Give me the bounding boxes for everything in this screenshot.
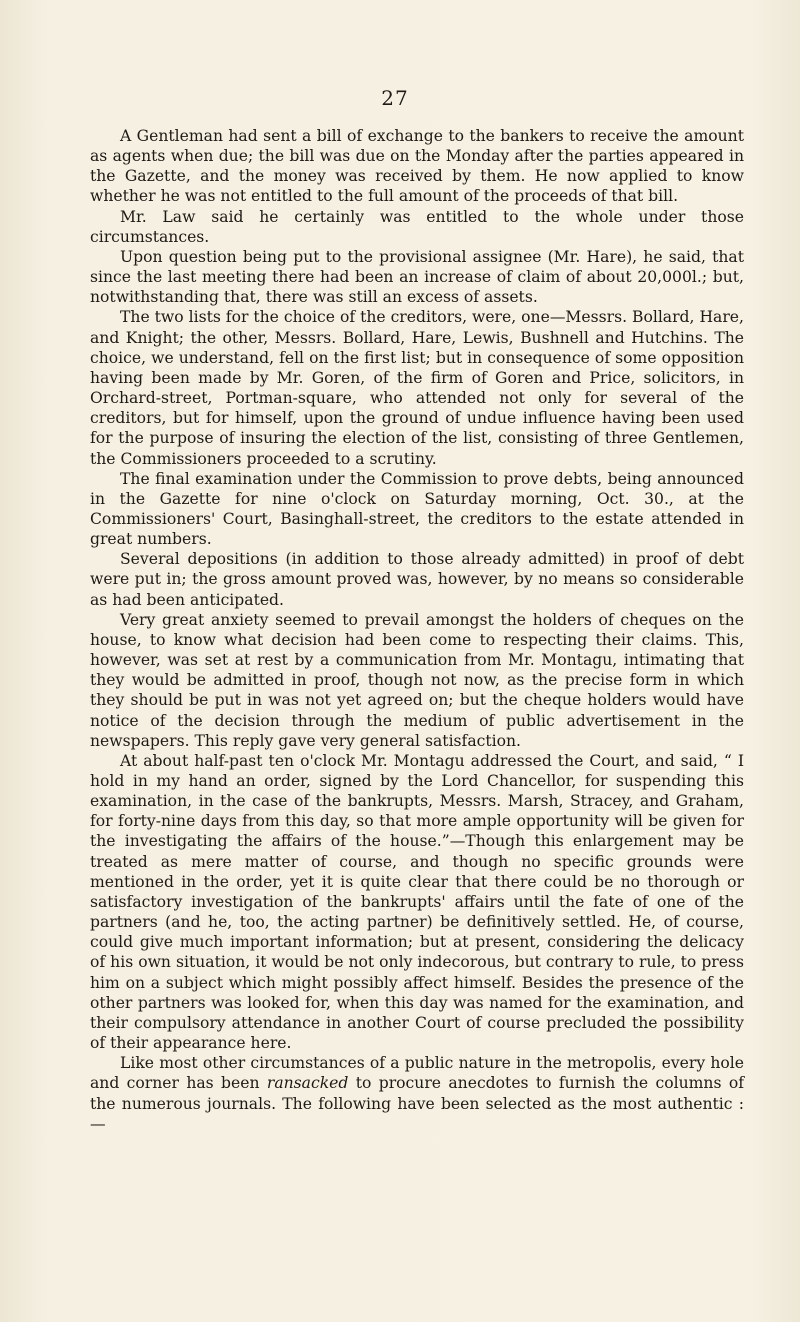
paragraph: Upon question being put to the provisional assignee (Mr. Hare), he said, that since the last meeting there had been an increase of claim of about 20,000l.; but, notwithstanding that, there was still an excess of assets. [90,247,744,307]
last-paragraph-end: to procure anecdotes to furnish the columns of the numerous journals. The following have been selected as the most authentic :— [90,1074,744,1133]
last-paragraph-start: Like most other circumstances of a public nature in the metropolis, every hole and corner has been [90,1054,744,1093]
paragraph: At about half-past ten o'clock Mr. Montagu addressed the Court, and said, “ I hold in my hand an order, signed by the Lord Chancellor, for suspending this examination, in the case of the bankrupts, Messrs. Marsh, Stracey, and Graham, for forty-nine days from this day, so that more ample opportunity will be given for the investigating the affairs of the house.”—Though this enlargement may be treated as mere matter of course, and though no specific grounds were mentioned in the order, yet it is quite clear that there could be no thorough or satisfactory investigation of the bankrupts' affairs until the fate of one of the partners (and he, too, the acting partner) be definitively settled. He, of course, could give much important information; but at present, considering the delicacy of his own situation, it would be not only indecorous, but contrary to rule, to press him on a subject which might possibly affect himself. Besides the presence of the other partners was looked for, when this day was named for the examination, and their compulsory attendance in another Court of course precluded the possibility of their appearance here. [90,751,744,1053]
last-paragraph [90,1053,744,1134]
paragraph: A Gentleman had sent a bill of exchange to the bankers to receive the amount as agents when due; the bill was due on the Monday after the parties appeared in the Gazette, and the money was received by them. He now applied to know whether he was not entitled to the full amount of the proceeds of that bill. [90,127,744,206]
paragraph: Very great anxiety seemed to prevail amongst the holders of cheques on the house, to know what decision had been come to respecting their claims. This, however, was set at rest by a communication from Mr. Montagu, intimating that they would be admitted in proof, though not now, as the precise form in which they should be put in was not yet agreed on; but the cheque holders would have notice of the decision through the medium of public advertisement in the newspapers. This reply gave very general satisfaction. [90,610,744,750]
paragraph: Mr. Law said he certainly was entitled to the whole under those circumstances. [90,207,744,246]
paragraph: The final examination under the Commission to prove debts, being announced in the Gazette for nine o'clock on Saturday morning, Oct. 30., at the Commissioners' Court, Basinghall-street, the creditors to the estate attended in great numbers. [90,469,744,549]
paragraph: Several depositions (in addition to those already admitted) in proof of debt were put in; the gross amount proved was, however, by no means so considerable as had been anticipated. [90,550,744,609]
article-body [90,126,744,1134]
paragraph: The two lists for the choice of the creditors, were, one—Messrs. Bollard, Hare, and Knight; the other, Messrs. Bollard, Hare, Lewis, Bushnell and Hutchins. The choice, we understand, fell on the first list; but in consequence of some opposition having been made by Mr. Goren, of the firm of Goren and Price, solicitors, in Orchard-street, Portman-square, who attended not only for several of the creditors, but for himself, upon the ground of undue influence having been used for the purpose of insuring the election of the list, consisting of three Gentlemen, the Commissioners proceeded to a scrutiny. [90,308,744,468]
italic-word: ransacked [266,1074,349,1093]
page-number: 27 [381,86,409,110]
